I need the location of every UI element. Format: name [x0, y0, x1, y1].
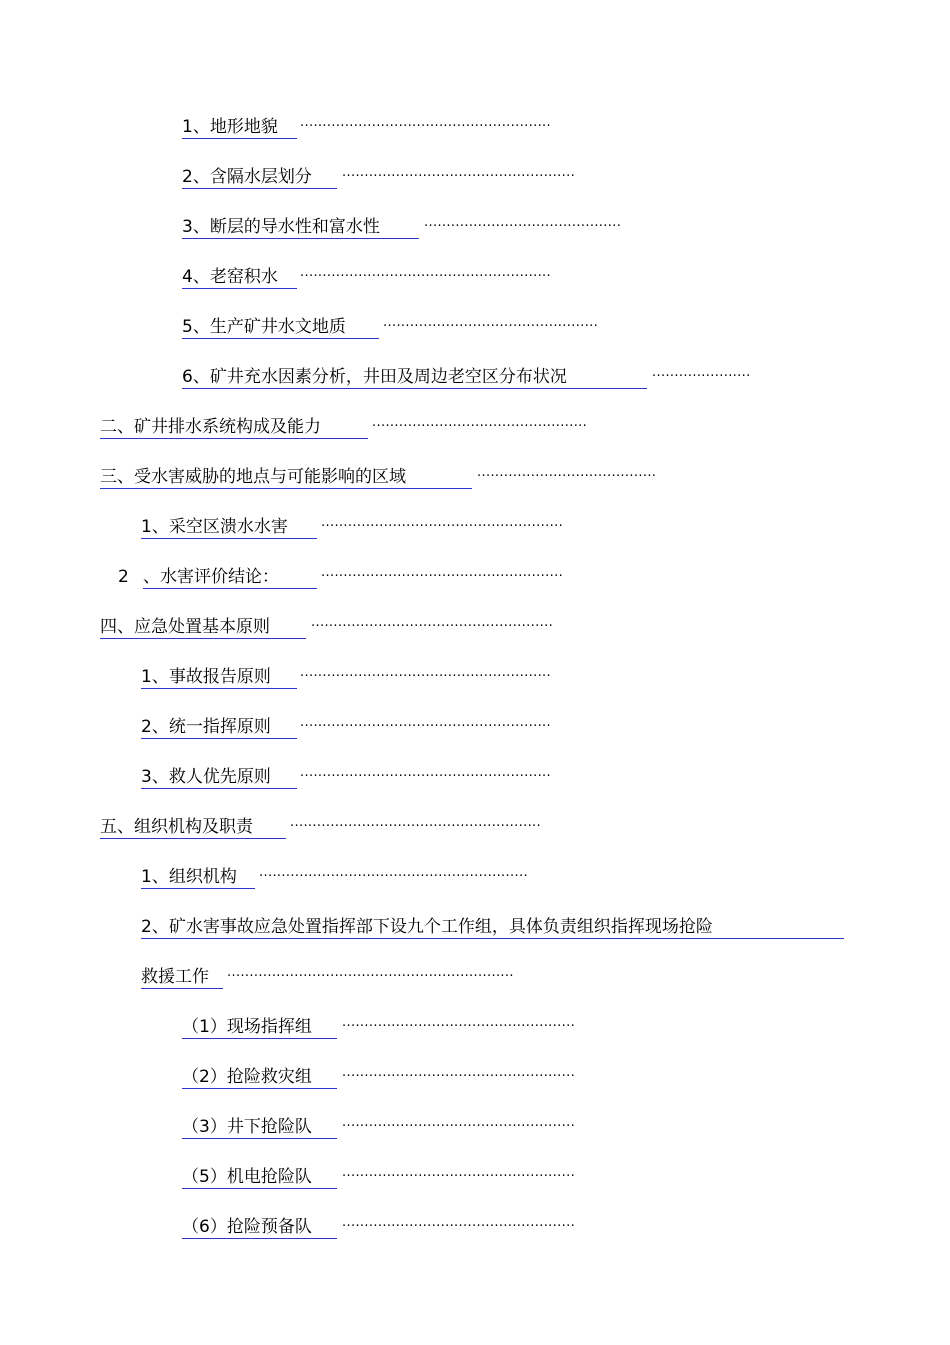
toc-link[interactable]: 5、生产矿井水文地质 [182, 314, 379, 339]
toc-link[interactable]: 6、矿井充水因素分析，井田及周边老空区分布状况 [182, 364, 647, 389]
toc-link[interactable]: 3、救人优先原则 [141, 764, 297, 789]
toc-link[interactable]: 1、地形地貌 [182, 114, 297, 139]
toc-leader-dots: ........................................................ [300, 115, 552, 130]
toc-link[interactable]: 救援工作 [141, 964, 223, 989]
toc-leader-dots: ........................................................ [300, 665, 552, 680]
toc-entry-command-groups[interactable] [141, 914, 844, 940]
toc-link[interactable]: 4、老窑积水 [182, 264, 297, 289]
toc-link[interactable]: 1、采空区溃水水害 [141, 514, 317, 539]
toc-entry-old-kiln-water[interactable] [182, 264, 552, 290]
toc-entry-rescue-work[interactable] [141, 964, 514, 990]
toc-leader-dots: ............................................................ [259, 865, 528, 880]
toc-link[interactable]: 二、矿井排水系统构成及能力 [100, 414, 368, 439]
toc-entry-mine-hydrogeology[interactable] [182, 314, 599, 340]
toc-entry-water-factors[interactable] [182, 364, 751, 390]
toc-leader-dots: ................................................ [372, 415, 588, 430]
toc-entry-section-4[interactable] [100, 614, 554, 640]
toc-leader-dots: ............................................ [424, 215, 622, 230]
toc-leader-dots: ........................................ [477, 465, 657, 480]
toc-link[interactable]: （3）井下抢险队 [182, 1114, 337, 1139]
toc-leader-dots: ...................................................... [321, 565, 564, 580]
toc-link[interactable]: 2、矿水害事故应急处置指挥部下设九个工作组，具体负责组织指挥现场抢险 [141, 914, 844, 939]
toc-leader-dots: ........................................................ [300, 265, 552, 280]
toc-leader-dots: .................................................... [342, 1015, 576, 1030]
toc-link[interactable]: 五、组织机构及职责 [100, 814, 286, 839]
toc-link[interactable]: 3、断层的导水性和富水性 [182, 214, 419, 239]
toc-entry-section-2[interactable] [100, 414, 588, 440]
toc-entry-disaster-relief[interactable] [182, 1064, 576, 1090]
toc-entry-underground-rescue[interactable] [182, 1114, 576, 1140]
toc-link[interactable]: 、水害评价结论： [143, 564, 317, 589]
toc-leader-dots: ................................................................ [227, 965, 514, 980]
toc-entry-report-principle[interactable] [141, 664, 552, 690]
toc-entry-terrain[interactable] [182, 114, 552, 140]
toc-number: 2 [118, 567, 129, 587]
toc-leader-dots: ...................................................... [311, 615, 554, 630]
toc-leader-dots: ........................................................ [300, 715, 552, 730]
toc-link[interactable]: （2）抢险救灾组 [182, 1064, 337, 1089]
toc-entry-fault-water[interactable] [182, 214, 622, 240]
toc-link[interactable]: （6）抢险预备队 [182, 1214, 337, 1239]
toc-leader-dots: ........................................................ [300, 765, 552, 780]
toc-entry-section-3[interactable] [100, 464, 657, 490]
toc-leader-dots: ...................... [652, 365, 751, 380]
toc-entry-unified-command[interactable] [141, 714, 552, 740]
toc-entry-goaf-water[interactable] [141, 514, 564, 540]
toc-link[interactable]: 1、事故报告原则 [141, 664, 297, 689]
toc-link[interactable]: 1、组织机构 [141, 864, 255, 889]
toc-link[interactable]: 2、含隔水层划分 [182, 164, 337, 189]
toc-link[interactable]: （5）机电抢险队 [182, 1164, 337, 1189]
toc-entry-electromechanical[interactable] [182, 1164, 576, 1190]
toc-leader-dots: ................................................ [383, 315, 599, 330]
toc-entry-water-assessment[interactable] [118, 564, 564, 590]
toc-link[interactable]: 三、受水害威胁的地点与可能影响的区域 [100, 464, 472, 489]
toc-entry-onsite-command[interactable] [182, 1014, 576, 1040]
toc-leader-dots: .................................................... [342, 1165, 576, 1180]
toc-leader-dots: .................................................... [342, 1065, 576, 1080]
toc-leader-dots: ........................................................ [290, 815, 542, 830]
toc-leader-dots: .................................................... [342, 1115, 576, 1130]
toc-entry-organization[interactable] [141, 864, 528, 890]
toc-link[interactable]: 2、统一指挥原则 [141, 714, 297, 739]
toc-leader-dots: ...................................................... [321, 515, 564, 530]
toc-entry-rescue-first[interactable] [141, 764, 552, 790]
toc-link[interactable]: （1）现场指挥组 [182, 1014, 337, 1039]
toc-leader-dots: .................................................... [342, 1215, 576, 1230]
toc-entry-section-5[interactable] [100, 814, 542, 840]
toc-entry-reserve-team[interactable] [182, 1214, 576, 1240]
toc-leader-dots: .................................................... [342, 165, 576, 180]
toc-link[interactable]: 四、应急处置基本原则 [100, 614, 306, 639]
toc-entry-aquifer-division[interactable] [182, 164, 576, 190]
